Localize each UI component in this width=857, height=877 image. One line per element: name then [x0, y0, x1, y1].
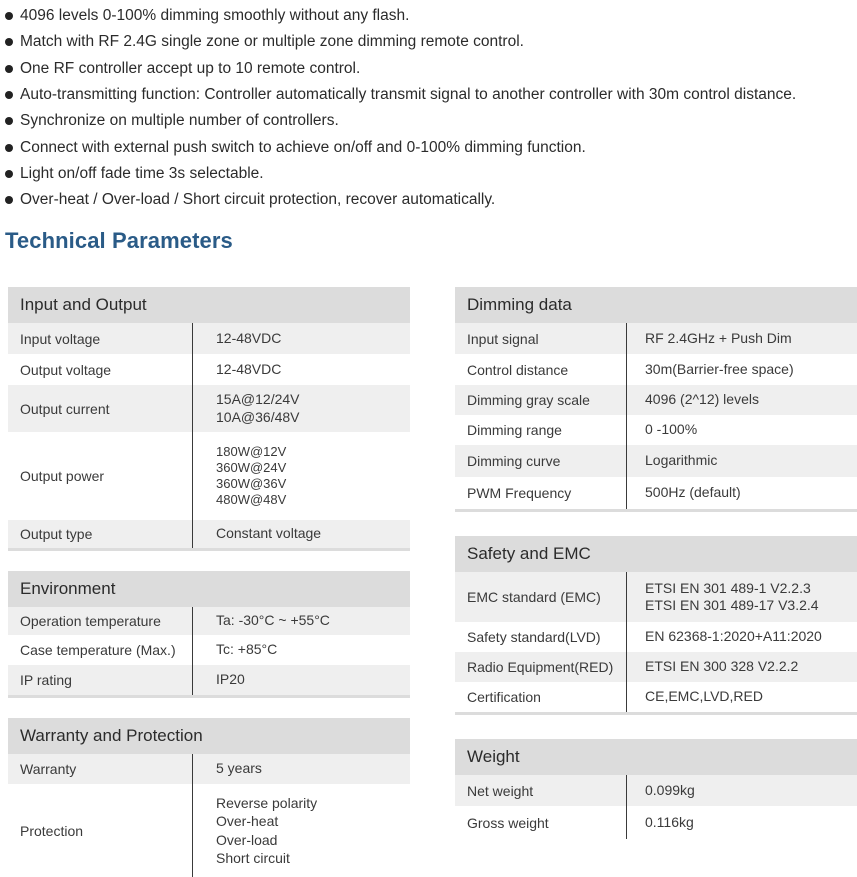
value-line: 10A@36/48V — [216, 408, 300, 425]
param-label: Net weight — [455, 775, 627, 806]
value-line: 4096 (2^12) levels — [645, 391, 759, 408]
value-line: Over-load — [216, 831, 278, 848]
param-row — [8, 665, 410, 695]
param-table — [8, 607, 410, 695]
section-heading: Technical Parameters — [5, 228, 233, 253]
param-label: Output voltage — [8, 354, 193, 385]
param-table — [8, 323, 410, 548]
param-value — [193, 520, 410, 548]
value-line: ETSI EN 301 489-1 V2.2.3 — [645, 579, 811, 596]
param-label: Input voltage — [8, 323, 193, 354]
bullet-icon — [5, 196, 13, 204]
param-row — [455, 775, 857, 806]
param-label: Case temperature (Max.) — [8, 635, 193, 665]
param-row — [8, 635, 410, 665]
param-value — [193, 323, 410, 354]
param-label: Protection — [8, 784, 193, 877]
param-label: EMC standard (EMC) — [455, 572, 627, 622]
param-value — [627, 354, 857, 385]
group-safety-emc — [455, 536, 857, 715]
param-label: Dimming range — [455, 415, 627, 445]
param-value — [193, 784, 410, 877]
value-line: 0 -100% — [645, 421, 698, 438]
param-row — [8, 520, 410, 548]
param-label: Warranty — [8, 754, 193, 784]
feature-item — [4, 187, 854, 213]
feature-text: Connect with external push switch to achieve on/off and 0-100% dimming function. — [20, 138, 586, 156]
param-row — [8, 754, 410, 784]
feature-text: Over-heat / Over-load / Short circuit protection, recover automatically. — [20, 191, 496, 209]
bullet-icon — [5, 38, 13, 46]
param-label: Output power — [8, 432, 193, 520]
right-column — [455, 287, 857, 839]
value-line: Reverse polarity — [216, 795, 318, 812]
param-value — [627, 682, 857, 712]
param-row — [455, 572, 857, 622]
param-value — [627, 775, 857, 806]
feature-text: Match with RF 2.4G single zone or multiple zone dimming remote control. — [20, 33, 524, 51]
value-line: RF 2.4GHz + Push Dim — [645, 329, 792, 346]
param-value — [193, 607, 410, 635]
param-value — [193, 354, 410, 385]
feature-item — [4, 29, 854, 55]
feature-item — [4, 108, 854, 134]
feature-text: Auto-transmitting function: Controller automatically transmit signal to another controller with 30m control distance. — [20, 86, 797, 104]
group-environment — [8, 571, 410, 698]
feature-text: Synchronize on multiple number of controllers. — [20, 112, 339, 130]
value-line: 360W@36V — [216, 476, 287, 491]
feature-text: Light on/off fade time 3s selectable. — [20, 164, 264, 182]
value-line: 480W@48V — [216, 491, 287, 507]
param-label: Radio Equipment(RED) — [455, 652, 627, 682]
feature-item — [4, 82, 854, 108]
bullet-icon — [5, 144, 13, 152]
param-label: Output current — [8, 385, 193, 432]
param-row — [8, 607, 410, 635]
param-value — [627, 572, 857, 622]
group-title: Safety and EMC — [455, 536, 857, 572]
param-row — [455, 682, 857, 712]
value-line: CE,EMC,LVD,RED — [645, 688, 763, 705]
value-line: Logarithmic — [645, 452, 718, 469]
group-weight — [455, 739, 857, 839]
feature-item — [4, 161, 854, 187]
param-value — [627, 445, 857, 477]
param-row — [455, 415, 857, 445]
param-row — [455, 385, 857, 415]
param-label: IP rating — [8, 665, 193, 695]
param-row — [8, 354, 410, 385]
param-value — [193, 754, 410, 784]
feature-item — [4, 3, 854, 29]
value-line: Tc: +85°C — [216, 641, 278, 658]
param-label: Output type — [8, 520, 193, 548]
param-label: Input signal — [455, 323, 627, 354]
group-title: Environment — [8, 571, 410, 607]
bullet-icon — [5, 117, 13, 125]
value-line: ETSI EN 300 328 V2.2.2 — [645, 658, 799, 675]
value-line: ETSI EN 301 489-17 V3.2.4 — [645, 597, 819, 613]
param-row — [455, 445, 857, 477]
value-line: 30m(Barrier-free space) — [645, 360, 794, 377]
feature-list — [4, 3, 854, 213]
param-value — [193, 385, 410, 432]
param-value — [193, 665, 410, 695]
param-table — [455, 775, 857, 839]
feature-text: One RF controller accept up to 10 remote control. — [20, 59, 361, 77]
value-line: 360W@24V — [216, 460, 287, 476]
param-label: PWM Frequency — [455, 477, 627, 509]
value-line: 180W@12V — [216, 444, 287, 460]
param-label: Safety standard(LVD) — [455, 622, 627, 652]
bullet-icon — [5, 12, 13, 20]
value-line: 500Hz (default) — [645, 484, 741, 501]
param-label: Dimming gray scale — [455, 385, 627, 415]
param-row — [455, 622, 857, 652]
group-dimming-data — [455, 287, 857, 512]
param-table — [8, 754, 410, 877]
param-row — [8, 784, 410, 877]
group-title: Dimming data — [455, 287, 857, 323]
value-line: 12-48VDC — [216, 360, 282, 377]
param-row — [455, 323, 857, 354]
param-label: Dimming curve — [455, 445, 627, 477]
group-input-output — [8, 287, 410, 551]
param-value — [627, 806, 857, 839]
param-table — [455, 323, 857, 509]
param-row — [455, 652, 857, 682]
param-value — [627, 323, 857, 354]
value-line: Over-heat — [216, 813, 279, 830]
param-row — [8, 432, 410, 520]
value-line: IP20 — [216, 671, 245, 688]
bullet-icon — [5, 91, 13, 99]
param-value — [627, 622, 857, 652]
param-value — [193, 635, 410, 665]
bullet-icon — [5, 65, 13, 73]
param-row — [8, 323, 410, 354]
value-line: 0.116kg — [645, 813, 694, 830]
value-line: 0.099kg — [645, 781, 695, 798]
feature-item — [4, 56, 854, 82]
param-label: Control distance — [455, 354, 627, 385]
param-table — [455, 572, 857, 712]
param-value — [627, 385, 857, 415]
param-row — [8, 385, 410, 432]
param-value — [627, 415, 857, 445]
value-line: 15A@12/24V — [216, 391, 300, 408]
param-value — [627, 477, 857, 509]
param-label: Gross weight — [455, 806, 627, 839]
feature-item — [4, 134, 854, 160]
value-line: Constant voltage — [216, 525, 322, 542]
value-line: 5 years — [216, 760, 262, 777]
feature-text: 4096 levels 0-100% dimming smoothly without any flash. — [20, 7, 410, 25]
value-line: EN 62368-1:2020+A11:2020 — [645, 628, 822, 645]
group-warranty-protection — [8, 718, 410, 877]
param-label: Certification — [455, 682, 627, 712]
group-title: Input and Output — [8, 287, 410, 323]
bullet-icon — [5, 170, 13, 178]
group-title: Weight — [455, 739, 857, 775]
value-line: 12-48VDC — [216, 329, 282, 346]
group-title: Warranty and Protection — [8, 718, 410, 754]
param-row — [455, 354, 857, 385]
param-row — [455, 477, 857, 509]
left-column — [8, 287, 410, 877]
value-line: Ta: -30°C ~ +55°C — [216, 612, 330, 629]
param-row — [455, 806, 857, 839]
param-value — [193, 432, 410, 520]
param-label: Operation temperature — [8, 607, 193, 635]
value-line: Short circuit — [216, 849, 290, 866]
param-value — [627, 652, 857, 682]
